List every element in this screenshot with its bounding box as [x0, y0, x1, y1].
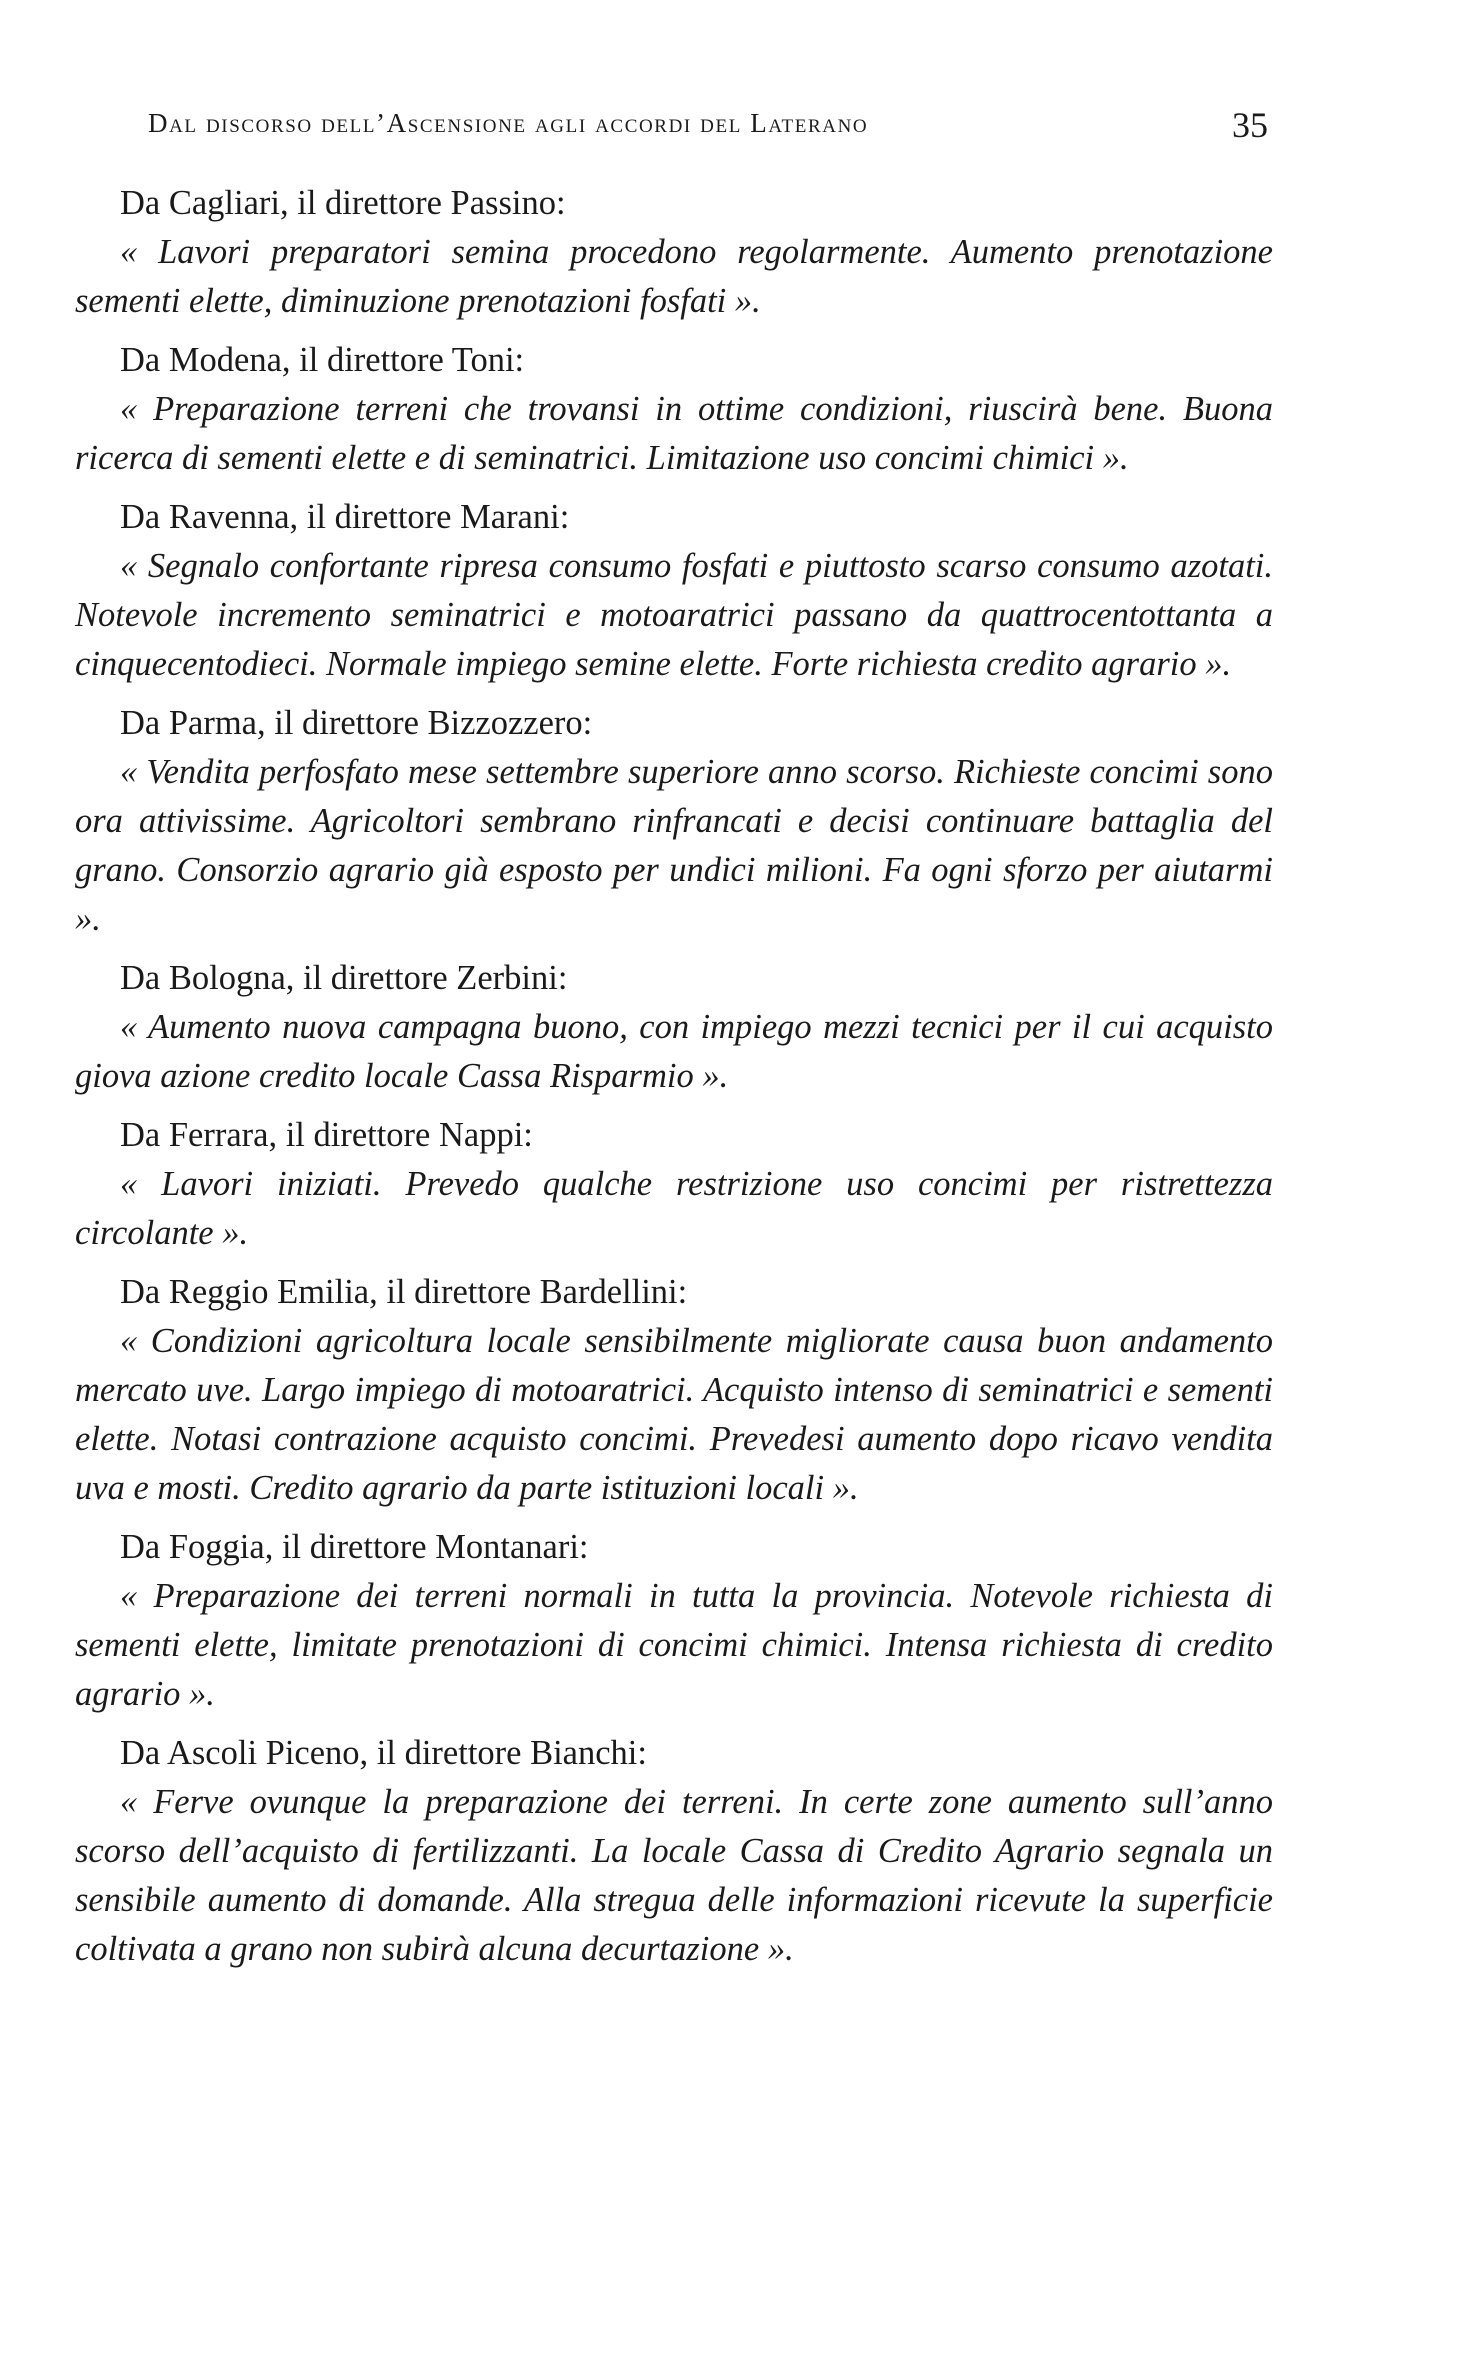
- page-body: [75, 178, 1273, 1983]
- report-entry-bologna: [75, 953, 1273, 1101]
- entry-speaker: Da Modena, il direttore Toni:: [120, 341, 525, 379]
- report-entry-ferrara: [75, 1110, 1273, 1258]
- entry-report: « Lavori preparatori semina procedono regolarmente. Aumento prenotazione sementi elette, diminuzione prenotazioni fosfati ».: [75, 233, 1273, 320]
- running-header: [148, 104, 1268, 154]
- entry-report: « Condizioni agricoltura locale sensibilmente migliorate causa buon andamento mercato uve. Largo impiego di motoaratrici. Acquisto intenso di seminatrici e sementi elette. Notasi contrazione acquisto concimi. Prevedesi aumento dopo ricavo vendita uva e mosti. Credito agrario da parte istituzioni locali ».: [75, 1322, 1273, 1507]
- report-entry-modena: [75, 335, 1273, 483]
- entry-speaker: Da Ascoli Piceno, il direttore Bianchi:: [120, 1734, 647, 1772]
- report-entry-parma: [75, 698, 1273, 944]
- entry-report: « Segnalo confortante ripresa consumo fosfati e piuttosto scarso consumo azotati. Notevole incremento seminatrici e motoaratrici passano da quattrocentottanta a cinquecentodieci. Normale impiego semine elette. Forte richiesta credito agrario ».: [75, 547, 1273, 683]
- entry-speaker: Da Parma, il direttore Bizzozzero:: [120, 704, 593, 742]
- entry-speaker: Da Ravenna, il direttore Marani:: [120, 498, 570, 536]
- entry-report: « Lavori iniziati. Prevedo qualche restrizione uso concimi per ristrettezza circolante ».: [75, 1165, 1273, 1252]
- entry-speaker: Da Reggio Emilia, il direttore Bardellini:: [120, 1273, 688, 1311]
- page-number: 35: [1232, 105, 1268, 145]
- running-title: Dal discorso dell’Ascensione agli accordi del Laterano: [148, 108, 869, 138]
- entry-speaker: Da Bologna, il direttore Zerbini:: [120, 959, 568, 997]
- entry-speaker: Da Ferrara, il direttore Nappi:: [120, 1116, 533, 1154]
- report-entry-cagliari: [75, 178, 1273, 326]
- entry-report: « Preparazione terreni che trovansi in ottime condizioni, riuscirà bene. Buona ricerca di sementi elette e di seminatrici. Limitazione uso concimi chimici ».: [75, 390, 1273, 477]
- entry-report: « Ferve ovunque la preparazione dei terreni. In certe zone aumento sull’anno scorso dell’acquisto di fertilizzanti. La locale Cassa di Credito Agrario segnala un sensibile aumento di domande. Alla stregua delle informazioni ricevute la superficie coltivata a grano non subirà alcuna decurtazione ».: [75, 1783, 1273, 1968]
- entry-speaker: Da Foggia, il direttore Montanari:: [120, 1528, 589, 1566]
- report-entry-reggio-emilia: [75, 1267, 1273, 1513]
- report-entry-ascoli-piceno: [75, 1728, 1273, 1974]
- entry-report: « Vendita perfosfato mese settembre superiore anno scorso. Richieste concimi sono ora attivissime. Agricoltori sembrano rinfrancati e decisi continuare battaglia del grano. Consorzio agrario già esposto per undici milioni. Fa ogni sforzo per aiutarmi ».: [75, 753, 1273, 938]
- report-entry-foggia: [75, 1522, 1273, 1719]
- entry-report: « Aumento nuova campagna buono, con impiego mezzi tecnici per il cui acquisto giova azione credito locale Cassa Risparmio ».: [75, 1008, 1273, 1095]
- entry-speaker: Da Cagliari, il direttore Passino:: [120, 184, 566, 222]
- report-entry-ravenna: [75, 492, 1273, 689]
- entry-report: « Preparazione dei terreni normali in tutta la provincia. Notevole richiesta di sementi elette, limitate prenotazioni di concimi chimici. Intensa richiesta di credito agrario ».: [75, 1577, 1273, 1713]
